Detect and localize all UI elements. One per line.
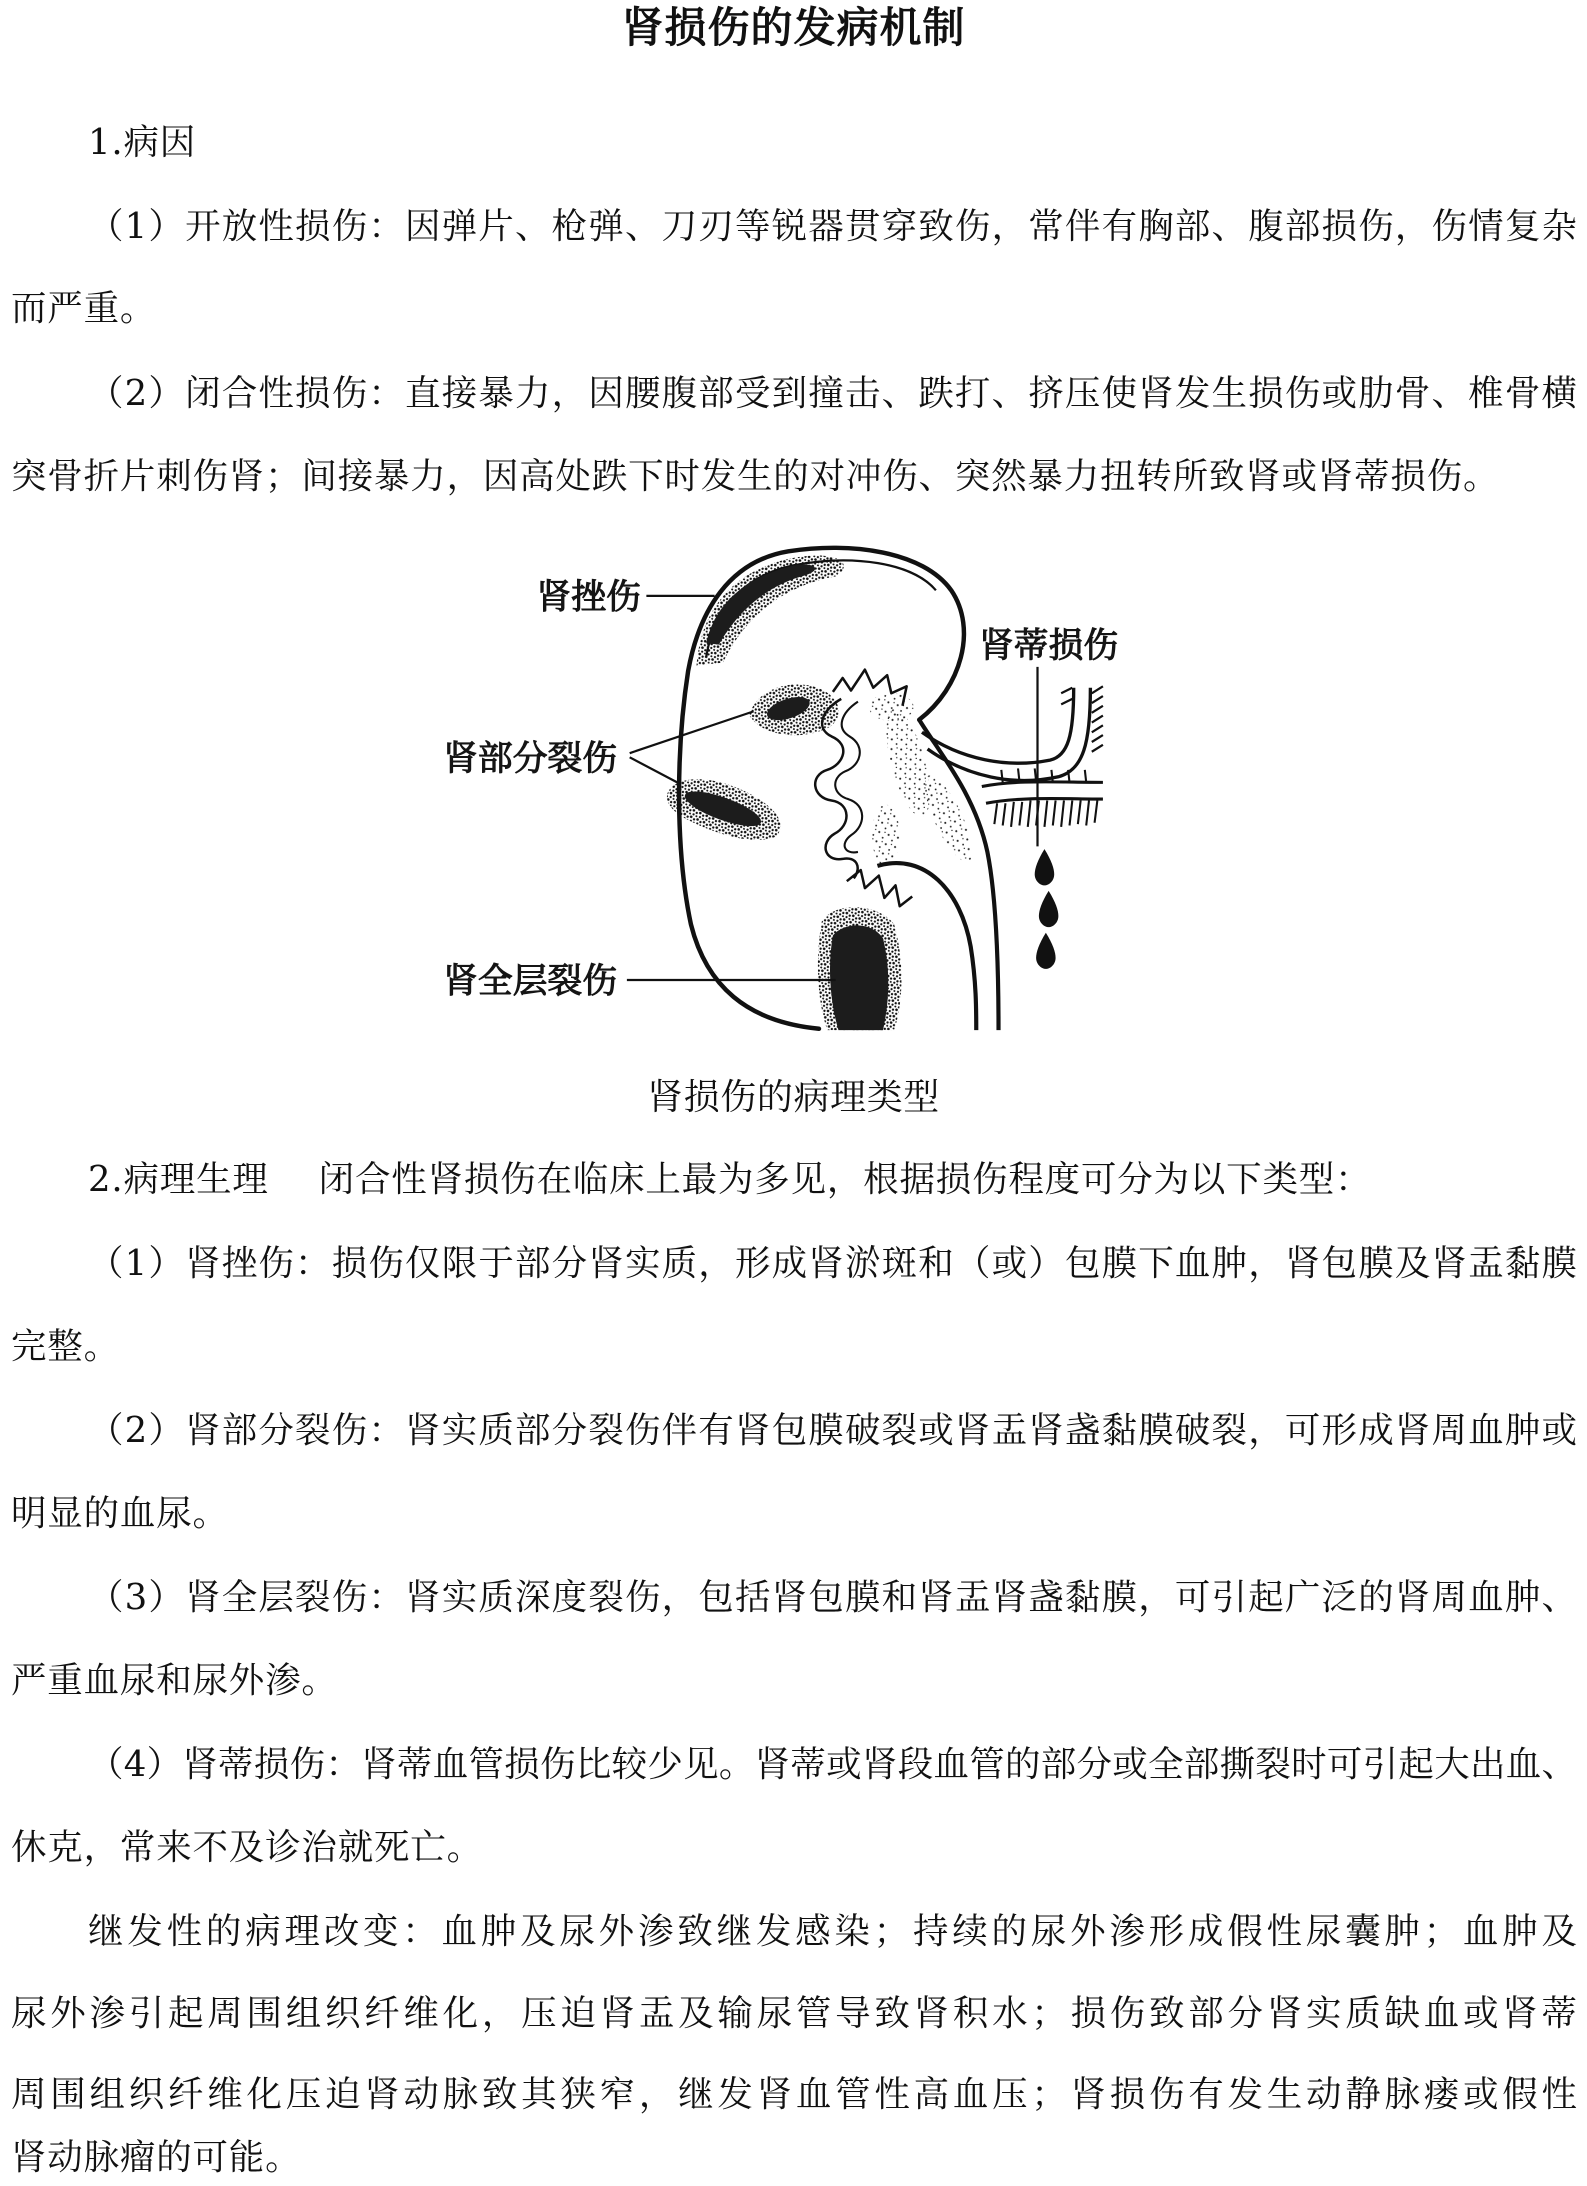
blood-drop xyxy=(1035,849,1054,885)
torn-vessel xyxy=(982,782,1103,803)
figure-caption: 肾损伤的病理类型 xyxy=(647,1077,940,1118)
paragraph-line: （2）肾部分裂伤：肾实质部分裂伤伴有肾包膜破裂或肾盂肾盏黏膜破裂，可形成肾周血肿或 xyxy=(88,1410,1577,1451)
label-contusion: 肾挫伤 xyxy=(536,577,641,618)
paragraph-line: （4）肾蒂损伤：肾蒂血管损伤比较少见。肾蒂或肾段血管的部分或全部撕裂时可引起大出血、 xyxy=(88,1744,1577,1785)
section-intro: 闭合性肾损伤在临床上最为多见，根据损伤程度可分为以下类型： xyxy=(318,1159,1372,1200)
full-thickness-laceration-core xyxy=(830,925,888,1030)
paragraph-line: 休克，常来不及诊治就死亡。 xyxy=(11,1827,483,1868)
label-partial-laceration: 肾部分裂伤 xyxy=(443,738,618,779)
paragraph-line: （2）闭合性损伤：直接暴力，因腰腹部受到撞击、跌打、挤压使肾发生损伤或肋骨、椎骨横 xyxy=(88,373,1577,414)
renal-vessel xyxy=(922,688,1074,763)
page-title: 肾损伤的发病机制 xyxy=(621,3,966,52)
paragraph-line: 尿外渗引起周围组织纤维化，压迫肾盂及输尿管导致肾积水；损伤致部分肾实质缺血或肾蒂 xyxy=(11,1993,1577,2034)
section-heading: 1.病因 xyxy=(88,122,197,163)
section-heading-line xyxy=(88,1158,1577,1202)
paragraph-line: （1）开放性损伤：因弹片、枪弹、刀刃等锐器贯穿致伤，常伴有胸部、腹部损伤，伤情复杂 xyxy=(88,206,1577,247)
label-pedicle-injury: 肾蒂损伤 xyxy=(979,626,1119,667)
paragraph-line: 严重血尿和尿外渗。 xyxy=(11,1660,338,1701)
pelvis-stipple xyxy=(869,693,914,721)
contusion-area xyxy=(696,556,843,666)
paragraph-line: 周围组织纤维化压迫肾动脉致其狭窄，继发肾血管性高血压；肾损伤有发生动静脉瘘或假性 xyxy=(11,2074,1577,2115)
paragraph-line: 突骨折片刺伤肾；间接暴力，因高处跌下时发生的对冲伤、突然暴力扭转所致肾或肾蒂损伤。 xyxy=(11,456,1500,497)
leader-line-partial-laceration xyxy=(630,711,754,783)
blood-drop xyxy=(1039,891,1058,927)
pelvis-stipple xyxy=(916,770,981,868)
paragraph-line: （3）肾全层裂伤：肾实质深度裂伤，包括肾包膜和肾盂肾盏黏膜，可引起广泛的肾周血肿、 xyxy=(88,1577,1577,1618)
section-heading: 2.病理生理 xyxy=(88,1159,269,1200)
pelvis-stipple xyxy=(872,805,900,866)
paragraph-line: （1）肾挫伤：损伤仅限于部分肾实质，形成肾淤斑和（或）包膜下血肿，肾包膜及肾盂黏膜 xyxy=(88,1243,1577,1284)
paragraph-line: 继发性的病理改变：血肿及尿外渗致继发感染；持续的尿外渗形成假性尿囊肿；血肿及 xyxy=(88,1911,1577,1952)
kidney-injury-diagram xyxy=(418,536,1142,1051)
paragraph-line: 肾动脉瘤的可能。 xyxy=(11,2137,302,2178)
paragraph-line: 而严重。 xyxy=(11,288,157,329)
label-full-thickness-laceration: 肾全层裂伤 xyxy=(443,961,618,1002)
paragraph-line: 明显的血尿。 xyxy=(11,1493,229,1534)
blood-drop xyxy=(1036,933,1055,969)
paragraph-line: 完整。 xyxy=(11,1326,120,1367)
